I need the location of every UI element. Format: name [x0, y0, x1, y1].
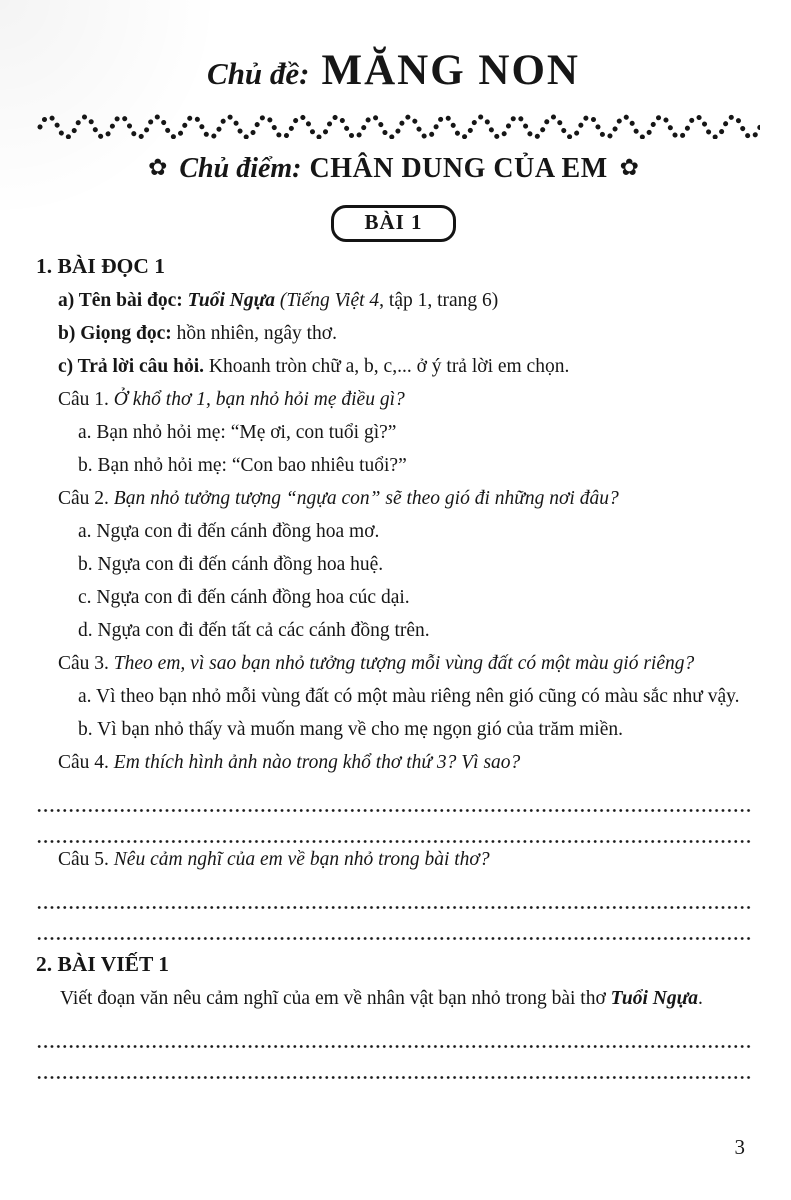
question-line	[58, 482, 751, 515]
question-block	[36, 843, 751, 940]
option-item: a. Bạn nhỏ hỏi mẹ: “Mẹ ơi, con tuổi gì?”	[78, 422, 397, 443]
answer-area	[36, 878, 751, 940]
option-item: b. Vì bạn nhỏ thấy và muốn mang về cho mẹ ngọn gió của trăm miền.	[78, 719, 623, 740]
topic-line	[36, 149, 751, 192]
question-number: Câu 1.	[58, 389, 109, 410]
answer-line	[36, 781, 751, 812]
meta-b-text: hồn nhiên, ngây thơ.	[176, 323, 337, 344]
reading-meta-c	[58, 350, 751, 383]
theme-title: MĂNG NON	[321, 47, 580, 94]
reading-meta-b	[58, 317, 751, 350]
flower-icon: ✿	[148, 155, 168, 180]
question-line	[58, 383, 751, 416]
book-ref-rest: , tập 1, trang 6)	[379, 290, 499, 311]
answer-line	[36, 1048, 751, 1079]
writing-prompt-text: Viết đoạn văn nêu cảm nghĩ của em về nhân vật bạn nhỏ trong bài thơ	[60, 988, 606, 1009]
option-item: b. Ngựa con đi đến cánh đồng hoa huệ.	[78, 554, 384, 575]
reading-meta-a	[58, 284, 751, 317]
question-number: Câu 4.	[58, 752, 109, 773]
question-line	[58, 746, 751, 779]
question-number: Câu 5.	[58, 849, 109, 870]
question-text: Nêu cảm nghĩ của em về bạn nhỏ trong bài thơ?	[113, 849, 490, 870]
question-block	[36, 482, 751, 647]
answer-area	[36, 1017, 751, 1079]
question-text: Theo em, vì sao bạn nhỏ tưởng tượng mỗi vùng đất có một màu gió riêng?	[113, 653, 695, 674]
answer-line	[36, 812, 751, 843]
option-item: a. Vì theo bạn nhỏ mỗi vùng đất có một màu riêng nên gió cũng có màu sắc như vậy.	[78, 686, 740, 707]
meta-c-label: c) Trả lời câu hỏi.	[58, 356, 205, 377]
lesson-badge: BÀI 1	[331, 205, 455, 242]
book-ref-italic: (Tiếng Việt 4	[279, 290, 380, 311]
writing-prompt	[36, 982, 751, 1015]
option-item: c. Ngựa con đi đến cánh đồng hoa cúc dại.	[78, 587, 410, 608]
answer-line	[36, 878, 751, 909]
option-item: d. Ngựa con đi đến tất cả các cánh đồng trên.	[78, 620, 430, 641]
writing-section-heading: 2. BÀI VIẾT 1	[36, 952, 170, 976]
page-number: 3	[734, 1135, 745, 1159]
theme-label: Chủ đề:	[207, 56, 310, 91]
book-title: Tuổi Ngựa	[187, 290, 275, 311]
question-text: Bạn nhỏ tưởng tượng “ngựa con” sẽ theo gió đi những nơi đâu?	[113, 488, 619, 509]
dotted-wave-divider	[36, 109, 760, 139]
lesson-badge-row	[36, 205, 751, 242]
writing-prompt-end: .	[698, 988, 703, 1009]
option-item: b. Bạn nhỏ hỏi mẹ: “Con bao nhiêu tuổi?”	[78, 455, 407, 476]
meta-c-text: Khoanh tròn chữ a, b, c,... ở ý trả lời em chọn.	[208, 356, 570, 377]
question-number: Câu 2.	[58, 488, 109, 509]
writing-prompt-book-title: Tuổi Ngựa	[610, 988, 698, 1009]
answer-line	[36, 1017, 751, 1048]
question-block	[36, 383, 751, 482]
page-title	[36, 46, 751, 105]
meta-a-label: a) Tên bài đọc:	[58, 290, 183, 311]
topic-title: CHÂN DUNG CỦA EM	[309, 153, 608, 184]
question-text: Ở khổ thơ 1, bạn nhỏ hỏi mẹ điều gì?	[113, 389, 405, 410]
answer-line	[36, 909, 751, 940]
topic-label: Chủ điểm:	[179, 153, 302, 184]
question-block	[36, 746, 751, 843]
reading-section-heading: 1. BÀI ĐỌC 1	[36, 254, 166, 278]
question-line	[58, 843, 751, 876]
flower-icon: ✿	[619, 155, 639, 180]
question-line	[58, 647, 751, 680]
answer-area	[36, 781, 751, 843]
question-block	[36, 647, 751, 746]
meta-b-label: b) Giọng đọc:	[58, 323, 172, 344]
option-item: a. Ngựa con đi đến cánh đồng hoa mơ.	[78, 521, 380, 542]
question-text: Em thích hình ảnh nào trong khổ thơ thứ 3? Vì sao?	[113, 752, 521, 773]
question-number: Câu 3.	[58, 653, 109, 674]
